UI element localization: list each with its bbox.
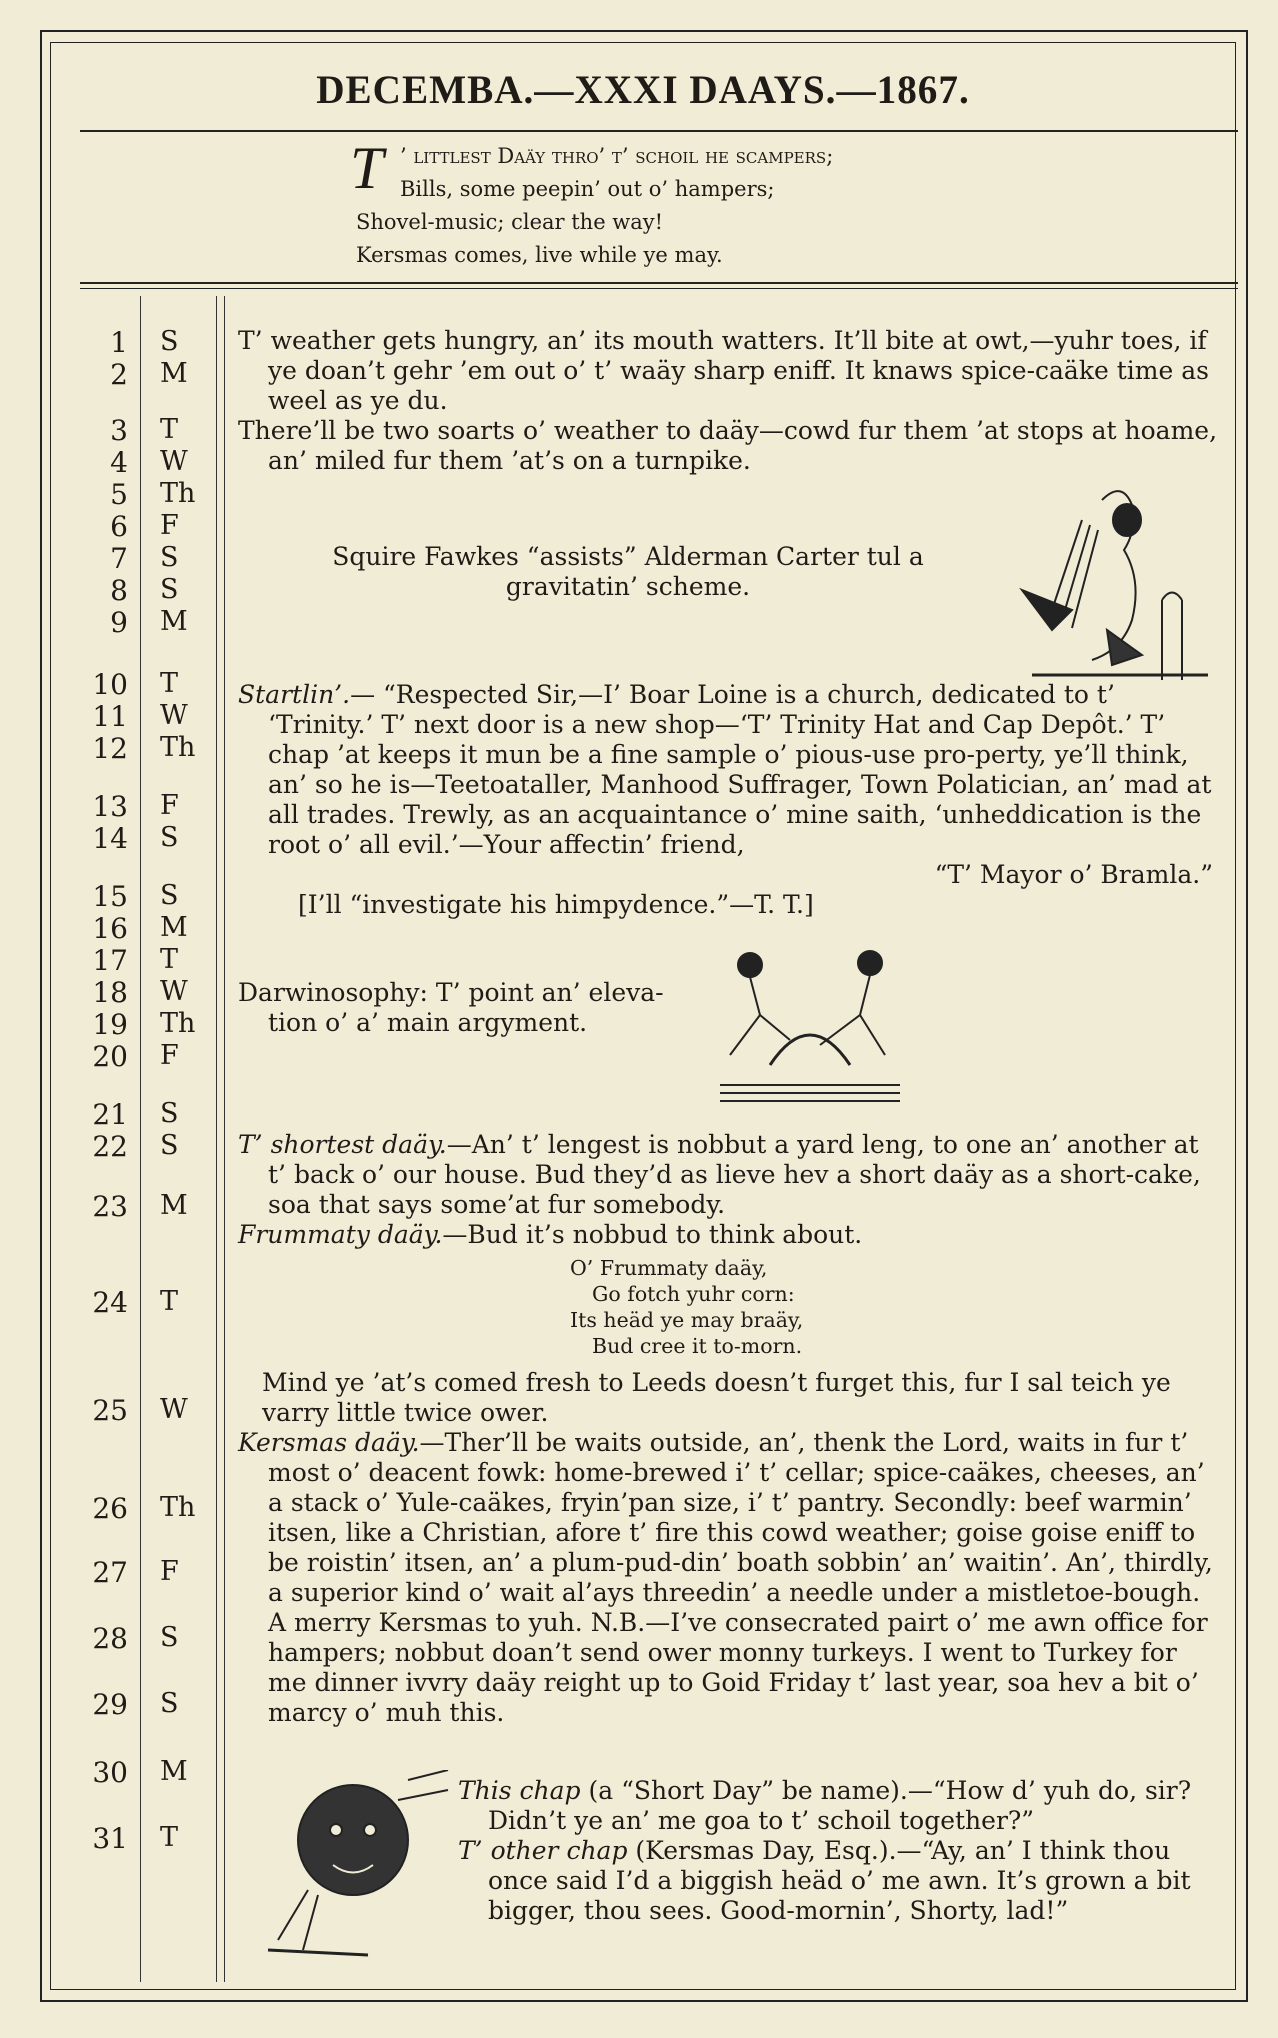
weather-block (238, 326, 1218, 476)
verse-line-1: O’ Frummaty daäy, (570, 1256, 768, 1280)
frummaty-label: Frummaty daäy. (238, 1220, 443, 1249)
title-rule (80, 130, 1238, 132)
day-number-30: 30 (92, 1756, 128, 1789)
day-number-13: 13 (92, 790, 128, 823)
day-abbr-26: Th (160, 1492, 196, 1523)
day-abbr-16: M (160, 912, 188, 943)
day-abbr-12: Th (160, 732, 196, 763)
day-number-4: 4 (110, 446, 128, 479)
day-number-1: 1 (110, 326, 128, 359)
day-number-15: 15 (92, 880, 128, 913)
verse-line-2: Go fotch yuhr corn: (592, 1282, 795, 1306)
kersmas-label: Kersmas daäy. (238, 1428, 420, 1457)
day-abbr-18: W (160, 976, 188, 1007)
day-abbr-4: W (160, 446, 188, 477)
day-abbr-27: F (160, 1556, 179, 1587)
weather-entry-1: T’ weather gets hungry, an’ its mouth watters. It’ll bite at owt,—yuhr toes, if ye doan’t gehr ’em out o’ t’ waäy sharp eniff. It knaws spice-caäke time as weel as ye du. (238, 326, 1209, 415)
verse-line-3: Its heäd ye may braäy, (570, 1308, 804, 1332)
day-number-24: 24 (92, 1286, 128, 1319)
day-number-29: 29 (92, 1688, 128, 1721)
day-abbr-10: T (160, 668, 179, 699)
startlin-signature: “T’ Mayor o’ Bramla.” (934, 860, 1213, 889)
day-number-11: 11 (92, 700, 128, 733)
day-number-9: 9 (110, 606, 128, 639)
day-number-23: 23 (92, 1190, 128, 1223)
dialogue-block (458, 1776, 1203, 1926)
day-number-3: 3 (110, 414, 128, 447)
intro-rule-bottom (80, 288, 1238, 289)
day-abbr-21: S (160, 1098, 179, 1129)
day-number-27: 27 (92, 1556, 128, 1589)
shortest-block (238, 1130, 1213, 1250)
darwin-entry (238, 978, 708, 1038)
intro-dropcap: T (350, 135, 384, 201)
intro-line-1: ’ littlest Daäy thro’ t’ schoil he scampers; (400, 144, 834, 168)
day-number-12: 12 (92, 732, 128, 765)
day-abbr-24: T (160, 1286, 179, 1317)
frummaty-verse (570, 1255, 900, 1359)
shortest-label: T’ shortest daäy. (238, 1130, 447, 1159)
day-number-21: 21 (92, 1098, 128, 1131)
day-number-28: 28 (92, 1622, 128, 1655)
day-abbr-30: M (160, 1756, 188, 1787)
day-abbr-25: W (160, 1394, 188, 1425)
day-abbr-13: F (160, 790, 179, 821)
shortest-text: —An’ t’ lengest is nobbut a yard leng, to one an’ another at t’ back o’ our house. Bud they’d as lieve hev a short daäy as a short-cake, soa that says some’at fur somebody. (268, 1130, 1201, 1219)
day-number-7: 7 (110, 542, 128, 575)
dialogue-2-text: (Kersmas Day, Esq.).—“Ay, an’ I think thou once said I’d a biggish heäd o’ me awn. It’s grown a bit bigger, thou sees. Good-mornin’, Shorty, lad!” (488, 1836, 1191, 1925)
kersmas-block (238, 1368, 1213, 1728)
day-abbr-29: S (160, 1688, 179, 1719)
squire-entry: Squire Fawkes “assists” Alderman Carter tul a gravitatin’ scheme. (332, 542, 924, 601)
day-abbr-31: T (160, 1822, 179, 1853)
day-number-20: 20 (92, 1040, 128, 1073)
startlin-block (238, 680, 1213, 920)
weather-entry-2: There’ll be two soarts o’ weather to daäy—cowd fur them ’at stops at hoame, an’ miled fur them ’at’s on a turnpike. (238, 416, 1218, 475)
intro-line-3: Shovel-music; clear the way! (356, 210, 664, 234)
intro-line-4: Kersmas comes, live while ye may. (356, 243, 723, 267)
day-number-16: 16 (92, 912, 128, 945)
intro-line-2: Bills, some peepin’ out o’ hampers; (400, 177, 775, 201)
day-abbr-14: S (160, 822, 179, 853)
day-number-14: 14 (92, 822, 128, 855)
column-divider-3 (224, 296, 225, 1982)
day-abbr-2: M (160, 358, 188, 389)
startlin-label: Startlin’. (238, 680, 351, 709)
gravity-scheme-illustration (1012, 480, 1208, 680)
dialogue-1-text: (a “Short Day” be name).—“How d’ yuh do, sir? Didn’t ye an’ me goa to t’ schoil together?” (488, 1776, 1192, 1835)
day-number-19: 19 (92, 1008, 128, 1041)
dialogue-2-label: T’ other chap (458, 1836, 628, 1865)
day-number-17: 17 (92, 944, 128, 977)
day-abbr-17: T (160, 944, 179, 975)
verse-line-4: Bud cree it to-morn. (592, 1334, 803, 1358)
intro-rule-top (80, 282, 1238, 284)
day-abbr-8: S (160, 574, 179, 605)
kersmas-text: —Ther’ll be waits outside, an’, thenk the Lord, waits in fur t’ most o’ deacent fowk: home-brewed i’ t’ cellar; spice-caäkes, cheeses, an’ a stack o’ Yule-caäkes, fryin’pan size, i’ t’ pantry. Secondly: beef warmin’ itsen, like a Christian, afore t’ fire this cowd weather; goise goise eniff to be roistin’ itsen, an’ a plum-pud-din’ boath sobbin’ an’ waitin’. An’, thirdly, a superior kind o’ wait al’ays threedin’ a needle under a mistletoe-bough. A merry Kersmas to yuh. N.B.—I’ve consecrated pairt o’ me awn office for hampers; nobbut doan’t send ower monny turkeys. I went to Turkey for me dinner ivvry daäy reight up to Goid Friday t’ last year, soa hev a bit o’ marcy o’ muh this. (268, 1428, 1213, 1727)
short-day-illustration (248, 1770, 458, 1960)
leeds-entry: Mind ye ’at’s comed fresh to Leeds doesn’t furget this, fur I sal teich ye varry little twice ower. (262, 1368, 1171, 1427)
day-number-26: 26 (92, 1492, 128, 1525)
dialogue-1-label: This chap (458, 1776, 581, 1805)
day-number-25: 25 (92, 1394, 128, 1427)
day-abbr-11: W (160, 700, 188, 731)
day-number-18: 18 (92, 976, 128, 1009)
startlin-note: [I’ll “investigate his himpydence.”—T. T.] (298, 890, 814, 919)
day-abbr-20: F (160, 1040, 179, 1071)
day-number-31: 31 (92, 1822, 128, 1855)
day-abbr-28: S (160, 1622, 179, 1653)
startlin-letter: — “Respected Sir,—I’ Boar Loine is a church, dedicated to t’ ‘Trinity.’ T’ next door is a new shop—‘T’ Trinity Hat and Cap Depôt.’ T’ chap ’at keeps it mun be a fine sample o’ pious-use pro-perty, ye’ll think, an’ so he is—Teetoataller, Manhood Suffrager, Town Polatician, an’ mad at all trades. Trewly, as an acquaintance o’ mine saith, ‘unheddication is the root o’ all evil.’—Your affectin’ friend, (268, 680, 1212, 859)
frummaty-text: —Bud it’s nobbud to think about. (442, 1220, 863, 1249)
day-abbr-19: Th (160, 1008, 196, 1039)
page-title: DECEMBA.—XXXI DAAYS.—1867. (316, 67, 970, 112)
day-number-6: 6 (110, 510, 128, 543)
day-number-10: 10 (92, 668, 128, 701)
intro-poem (350, 135, 1076, 272)
day-abbr-1: S (160, 326, 179, 357)
day-abbr-9: M (160, 606, 188, 637)
darwinosophy-illustration (710, 945, 910, 1115)
day-abbr-5: Th (160, 478, 196, 509)
day-number-8: 8 (110, 574, 128, 607)
day-abbr-22: S (160, 1130, 179, 1161)
day-number-2: 2 (110, 358, 128, 391)
darwin-text: Darwinosophy: T’ point an’ eleva-tion o’ a’ main argyment. (238, 978, 664, 1037)
column-divider-1 (140, 296, 141, 1982)
day-abbr-3: T (160, 414, 179, 445)
day-abbr-7: S (160, 542, 179, 573)
day-abbr-6: F (160, 510, 179, 541)
day-number-5: 5 (110, 478, 128, 511)
day-abbr-15: S (160, 880, 179, 911)
day-number-22: 22 (92, 1130, 128, 1163)
day-abbr-23: M (160, 1190, 188, 1221)
column-divider-2 (216, 296, 217, 1982)
